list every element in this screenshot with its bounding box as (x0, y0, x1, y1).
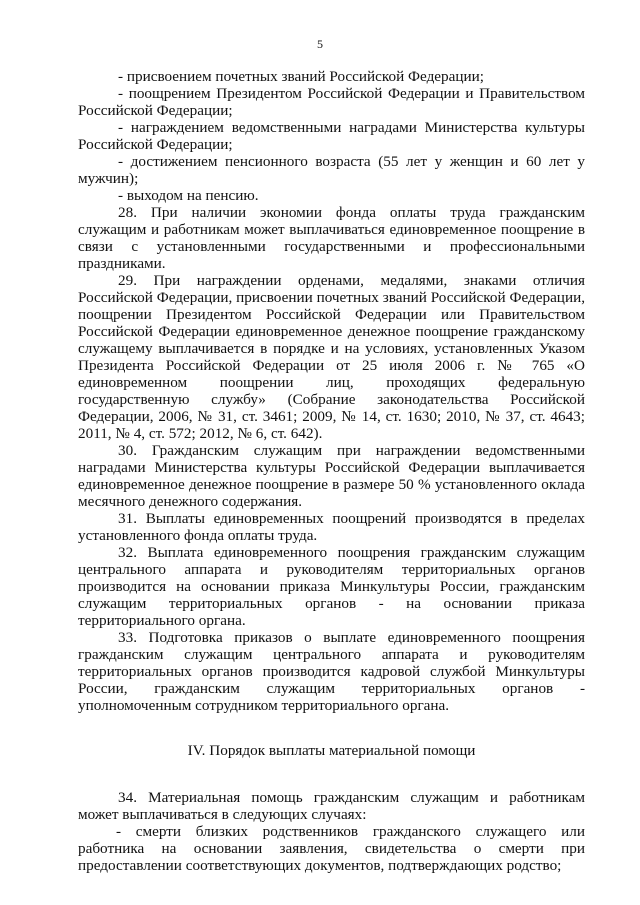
clause-29: 29. При награждении орденами, медалями, знаками отличия Российской Федерации, присвоении почетных званий Российской Федерации, поощрении Президентом Российской Федерации или Правительством Российской Федерации единовременное денежное поощрение гражданскому служащему выплачивается в порядке и на условиях, установленных Указом Президента Российской Федерации от 25 июля 2006 г. № 765 «О единовременном поощрении лиц, проходящих федеральную государственную службу» (Собрание законодательства Российской Федерации, 2006, № 31, ст. 3461; 2009, № 14, ст. 1630; 2010, № 37, ст. 4643; 2011, № 4, ст. 572; 2012, № 6, ст. 642). (78, 272, 585, 442)
document-body (78, 68, 585, 874)
list-item-honorary-titles: - присвоением почетных званий Российской Федерации; (118, 68, 484, 85)
clause-32: 32. Выплата единовременного поощрения гражданским служащим центрального аппарата и руководителям территориальных органов производится на основании приказа Минкультуры России, гражданским служащим территориальных органов - на основании приказа территориального органа. (78, 544, 585, 629)
clause-31: 31. Выплаты единовременных поощрений производятся в пределах установленного фонда оплаты труда. (78, 510, 585, 544)
clause-28: 28. При наличии экономии фонда оплаты труда гражданским служащим и работникам может выплачиваться единовременное поощрение в связи с установленными государственными и профессиональными праздниками. (78, 204, 585, 272)
list-item-pension-age: - достижением пенсионного возраста (55 лет у женщин и 60 лет у мужчин); (78, 153, 585, 187)
page-number: 5 (317, 37, 323, 51)
list-item-retirement: - выходом на пенсию. (118, 187, 259, 204)
clause-33: 33. Подготовка приказов о выплате единовременного поощрения гражданским служащим центрального аппарата и руководителям территориальных органов производится кадровой службой Минкультуры России, гражданским служащим территориальных органов - уполномоченным сотрудником территориального органа. (78, 629, 585, 714)
list-item-death-of-relatives: - смерти близких родственников гражданского служащего или работника на основании заявления, свидетельства о смерти при предоставлении соответствующих документов, подтверждающих родство; (78, 823, 585, 874)
clause-34: 34. Материальная помощь гражданским служащим и работникам может выплачиваться в следующих случаях: (78, 789, 585, 823)
clause-30: 30. Гражданским служащим при награждении ведомственными наградами Министерства культуры Российской Федерации выплачивается единовременное денежное поощрение в размере 50 % установленного оклада месячного денежного содержания. (78, 442, 585, 510)
section-heading: IV. Порядок выплаты материальной помощи (187, 742, 476, 759)
list-item-president-encouragement: - поощрением Президентом Российской Федерации и Правительством Российской Федерации; (78, 85, 585, 119)
list-item-departmental-awards: - награждением ведомственными наградами Министерства культуры Российской Федерации; (78, 119, 585, 153)
